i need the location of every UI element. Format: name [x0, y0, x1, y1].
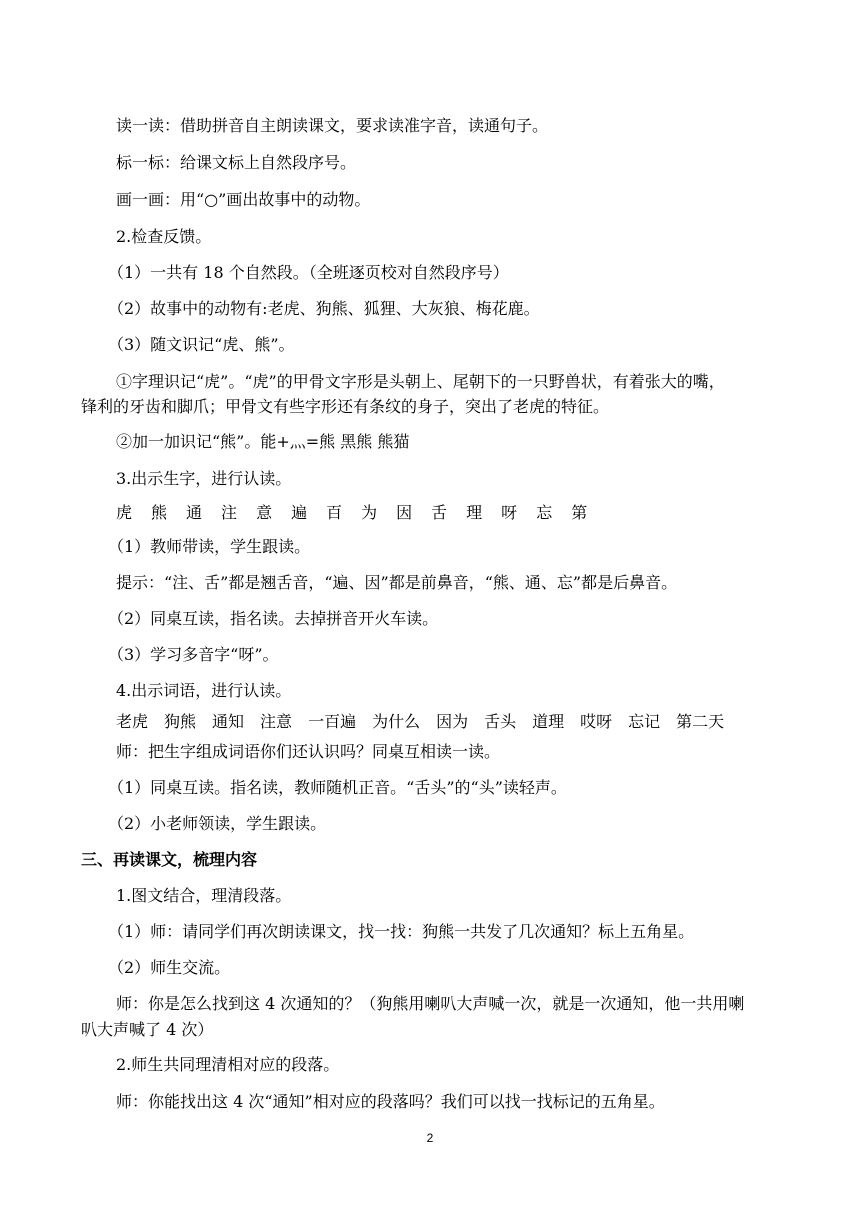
text-line-how-found-1: 师：你是怎么找到这 4 次通知的？（狗熊用喇叭大声喊一次，就是一次通知，他一共用喇 [116, 994, 745, 1013]
character: 意 [256, 503, 273, 522]
character: 理 [466, 503, 483, 522]
text-line-correct: （1）同桌互读。指名读，教师随机正音。“舌头”的“头”读轻声。 [108, 778, 567, 797]
text-line-bear: ②加一加识记“熊”。能+灬=熊 黑熊 熊猫 [116, 432, 410, 451]
new-characters-row [116, 503, 606, 523]
text-line-teacher-read: （1）教师带读，学生跟读。 [108, 537, 311, 556]
character: 为 [361, 503, 378, 522]
text-line-mark: 标一标：给课文标上自然段序号。 [116, 153, 357, 172]
text-line-recognize: （3）随文识记“虎、熊”。 [108, 335, 295, 354]
section-heading-check: 2.检查反馈。 [116, 227, 212, 246]
text-line-exchange: （2）师生交流。 [108, 958, 231, 977]
text-line-hint: 提示：“注、舌”都是翘舌音，“遍、因”都是前鼻音，“熊、通、忘”都是后鼻音。 [116, 573, 678, 592]
character: 注 [221, 503, 238, 522]
section-heading-characters: 3.出示生字，进行认读。 [116, 469, 292, 488]
text-line-teacher-words: 师：把生字组成词语你们还认识吗？同桌互相读一读。 [116, 742, 501, 761]
word: 忘记 [628, 712, 661, 731]
text-line-how-found-2: 叭大声喊了 4 次） [81, 1020, 214, 1039]
text-line-tiger-1: ①字理识记“虎”。“虎”的甲骨文字形是头朝上、尾朝下的一只野兽状，有着张大的嘴， [116, 372, 725, 391]
text-line-polyphone: （3）学习多音字“呀”。 [108, 645, 279, 664]
text-line-animals: （2）故事中的动物有:老虎、狗熊、狐狸、大灰狼、梅花鹿。 [108, 299, 540, 318]
text-line-pic-text: 1.图文结合，理清段落。 [116, 886, 292, 905]
word: 通知 [212, 712, 245, 731]
word: 哎呀 [580, 712, 613, 731]
words-row [116, 712, 740, 732]
character: 百 [326, 503, 343, 522]
word: 注意 [260, 712, 293, 731]
word: 第二天 [676, 712, 725, 731]
page-number: 2 [426, 1131, 434, 1145]
character: 第 [571, 503, 588, 522]
text-line-paragraphs: （1）一共有 18 个自然段。（全班逐页校对自然段序号） [108, 263, 509, 282]
word: 一百遍 [308, 712, 357, 731]
text-line-pair-read: （2）同桌互读，指名读。去掉拼音开火车读。 [108, 609, 439, 628]
character: 呀 [501, 503, 518, 522]
character: 因 [396, 503, 413, 522]
text-line-read: 读一读：借助拼音自主朗读课文，要求读准字音，读通句子。 [116, 116, 549, 135]
character: 熊 [151, 503, 168, 522]
word: 因为 [436, 712, 469, 731]
character: 遍 [291, 503, 308, 522]
word: 道理 [532, 712, 565, 731]
text-line-lead-read: （2）小老师领读，学生跟读。 [108, 814, 327, 833]
section-heading-reread: 三、再读课文，梳理内容 [81, 850, 258, 869]
word: 狗熊 [164, 712, 197, 731]
text-line-find-notices: （1）师：请同学们再次朗读课文，找一找：狗熊一共发了几次通知？标上五角星。 [108, 922, 695, 941]
text-line-draw: 画一画：用“○”画出故事中的动物。 [116, 190, 371, 209]
section-heading-words: 4.出示词语，进行认读。 [116, 681, 292, 700]
word: 为什么 [372, 712, 421, 731]
word: 老虎 [116, 712, 149, 731]
word: 舌头 [484, 712, 517, 731]
character: 通 [186, 503, 203, 522]
character: 忘 [536, 503, 553, 522]
character: 舌 [431, 503, 448, 522]
text-line-paragraph-match: 2.师生共同理清相对应的段落。 [116, 1055, 340, 1074]
character: 虎 [116, 503, 133, 522]
text-line-tiger-2: 锋利的牙齿和脚爪；甲骨文有些字形还有条纹的身子，突出了老虎的特征。 [81, 397, 610, 416]
text-line-find-stars: 师：你能找出这 4 次“通知”相对应的段落吗？我们可以找一找标记的五角星。 [116, 1092, 665, 1111]
